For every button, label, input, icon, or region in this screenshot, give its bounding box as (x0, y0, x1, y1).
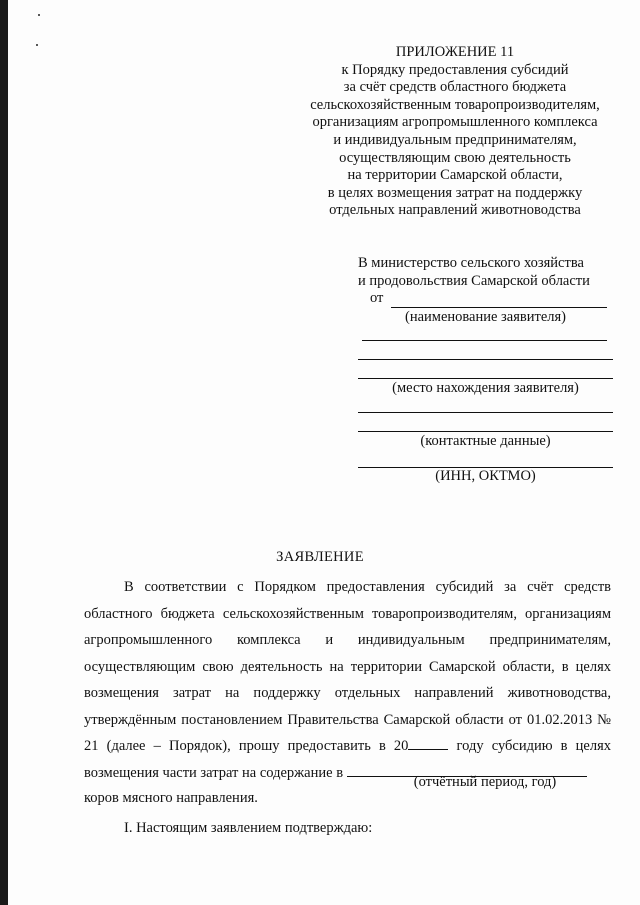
tax-caption: (ИНН, ОКТМО) (435, 467, 536, 484)
appendix-line: организациям агропромышленного комплекса (312, 114, 598, 131)
appendix-line: осуществляющим свою деятельность (339, 149, 571, 166)
statement-body (84, 574, 611, 786)
from-row (370, 290, 613, 308)
location-field[interactable] (358, 362, 613, 379)
appendix-line: за счёт средств областного бюджета (343, 79, 567, 96)
applicant-caption: (наименование заявителя) (404, 308, 567, 325)
from-label: от (370, 290, 384, 307)
addressee-block (358, 255, 613, 485)
scan-edge (0, 0, 8, 905)
statement-text: В соответствии с Порядком предоставления субсидий за счёт средств областного бюджета сельскохозяйственным товаропроизводителям, организациям агропромышленного комплекса и индивидуальным предпринимателям, осуществляющим свою деятельность на территории Самарской области, в целях возмещения затрат на поддержку отдельных направлений животноводства, утверждённым постановлением Правительства Самарской области от 01.02.2013 № 21 (далее – Порядок), прошу предоставить в 20 (84, 579, 611, 754)
contacts-field[interactable] (358, 415, 613, 432)
blank-line[interactable] (358, 400, 613, 413)
blank-line[interactable] (358, 343, 613, 360)
appendix-line: отдельных направлений животноводства (329, 202, 581, 219)
appendix-line: на территории Самарской области, (347, 167, 563, 184)
location-caption: (место нахождения заявителя) (392, 380, 579, 397)
appendix-line: сельскохозяйственным товаропроизводителям, (310, 96, 600, 113)
addressee-line: В министерство сельского хозяйства (358, 255, 584, 271)
applicant-name-field[interactable] (391, 294, 607, 308)
contacts-caption: (контактные данные) (420, 432, 551, 449)
appendix-header (290, 44, 620, 220)
section-heading: I. Настоящим заявлением подтверждаю: (124, 820, 373, 836)
addressee-line: и продовольствия Самарской области (358, 272, 590, 289)
document-title: ЗАЯВЛЕНИЕ (276, 549, 364, 565)
tax-field[interactable] (358, 453, 613, 468)
year-field[interactable] (408, 735, 448, 750)
blank-line[interactable] (362, 328, 607, 341)
statement-paragraph (84, 574, 611, 786)
appendix-title: ПРИЛОЖЕНИЕ 11 (395, 44, 515, 60)
period-caption: (отчётный период, год) (413, 774, 557, 790)
appendix-line: к Порядку предоставления субсидий (341, 61, 569, 78)
scan-speck (36, 44, 38, 46)
appendix-line: в целях возмещения затрат на поддержку (327, 184, 583, 201)
appendix-line: и индивидуальным предпринимателям, (333, 131, 577, 148)
statement-text: году субсидию в целях возмещения части затрат на содержание в (84, 738, 611, 781)
scan-speck (38, 14, 40, 16)
statement-tail: коров мясного направления. (84, 790, 258, 806)
